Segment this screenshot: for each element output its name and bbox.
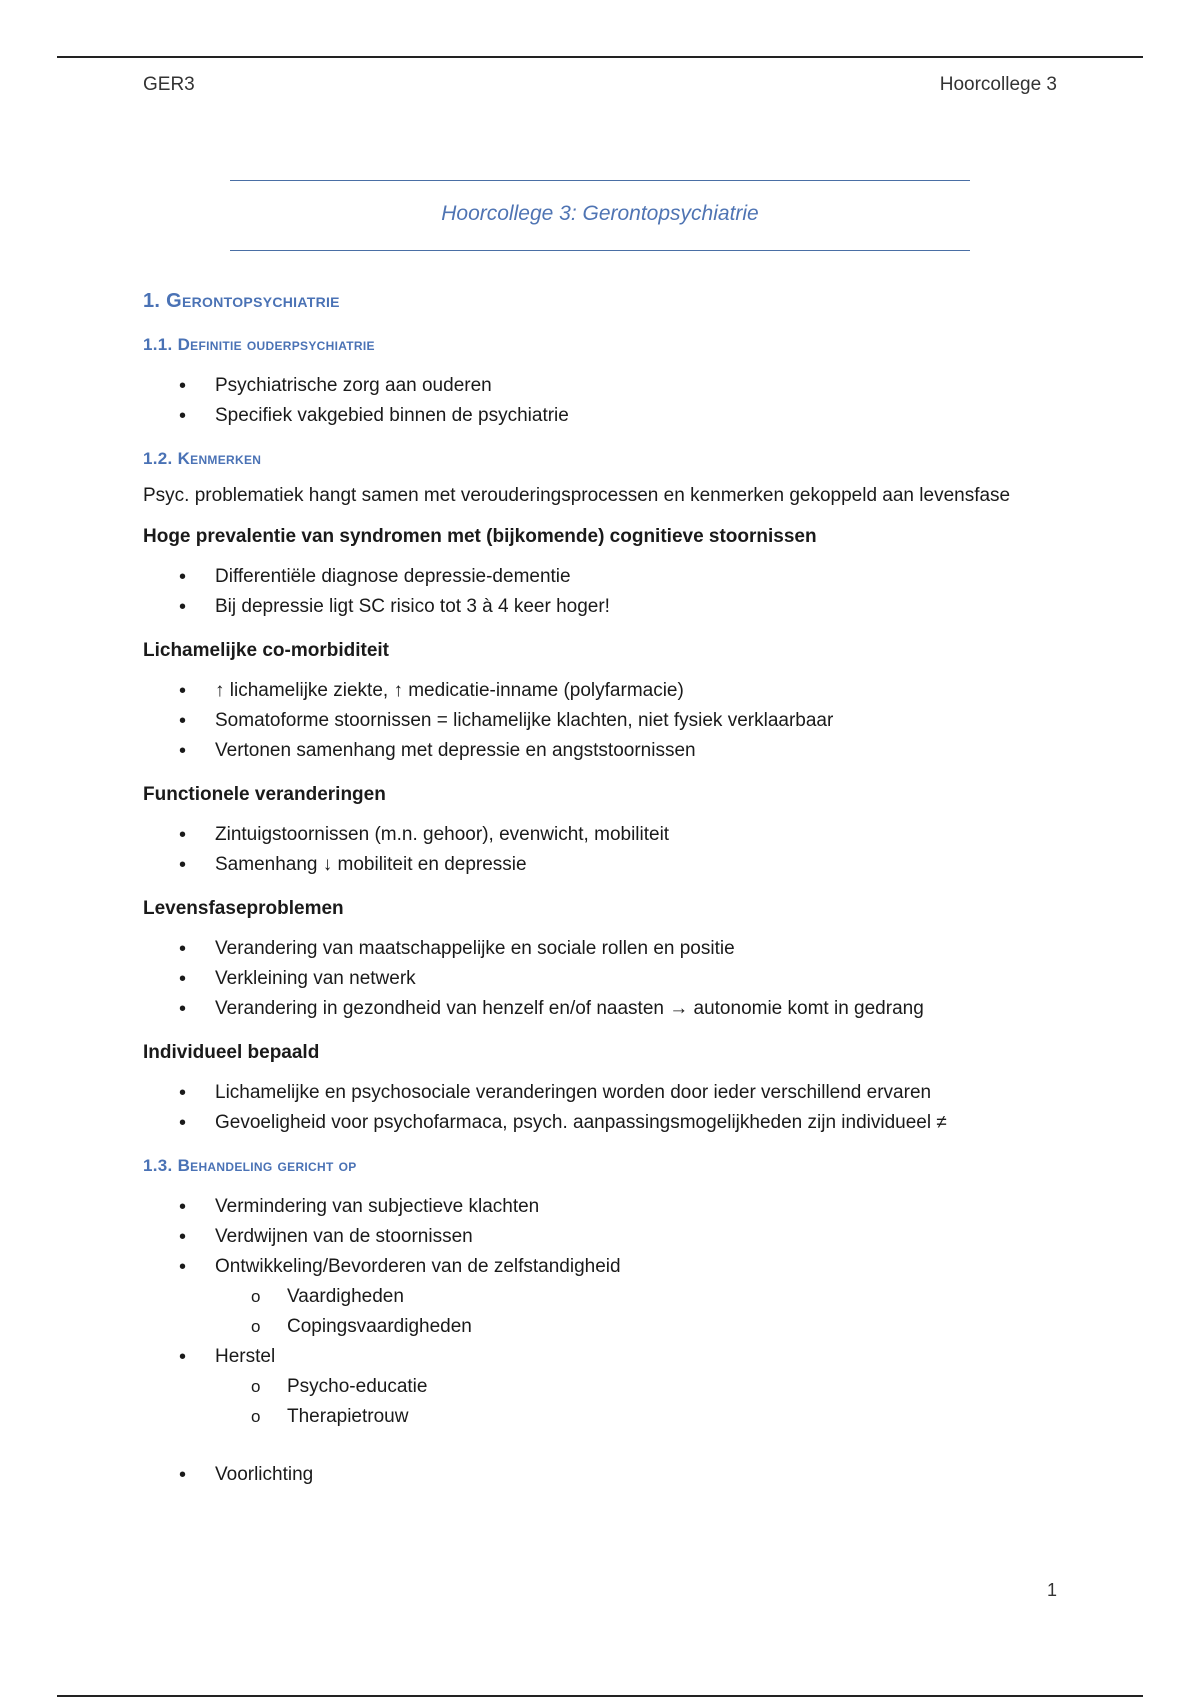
header-lecture-title: Hoorcollege 3 — [939, 74, 1057, 95]
list-item: • Somatoforme stoornissen = lichamelijke klachten, niet fysiek verklaarbaar — [143, 706, 1063, 736]
page-bottom-rule — [57, 1695, 1143, 1697]
group-title-prevalentie: Hoge prevalentie van syndromen met (bijkomende) cognitieve stoornissen — [143, 526, 817, 547]
title-top-line — [230, 180, 970, 181]
heading-1-1: 1.1. Definitie ouderpsychiatrie — [143, 335, 375, 354]
list-item-zelfstandigheid — [143, 1252, 1063, 1342]
list-item: • Differentiële diagnose depressie-dementie — [143, 562, 1063, 592]
heading-1-2: 1.2. Kenmerken — [143, 449, 262, 468]
heading-1-3: 1.3. Behandeling gericht op — [143, 1156, 357, 1175]
bullet-list-definitie — [143, 371, 1063, 431]
bullet-list-levensfase — [143, 934, 1063, 1024]
list-item-label: Herstel — [215, 1346, 276, 1367]
sub-list-zelfstandigheid — [215, 1282, 1063, 1342]
sub-list-herstel — [215, 1372, 1063, 1432]
page-top-rule — [57, 56, 1143, 58]
header-course-code: GER3 — [143, 74, 195, 95]
sub-list-item: o Psycho-educatie — [215, 1372, 1063, 1402]
list-item-label: Ontwikkeling/Bevorderen van de zelfstandigheid — [215, 1256, 621, 1277]
list-item: • Verkleining van netwerk — [143, 964, 1063, 994]
sub-list-item: o Therapietrouw — [215, 1402, 1063, 1432]
page-number: 1 — [1046, 1580, 1057, 1600]
bullet-list-functioneel — [143, 820, 1063, 880]
list-item: • Verandering in gezondheid van henzelf en/of naasten → autonomie komt in gedrang — [143, 994, 1063, 1024]
group-title-comorbiditeit: Lichamelijke co-morbiditeit — [143, 640, 389, 661]
bullet-list-voorlichting — [143, 1460, 1063, 1490]
sub-list-item: o Copingsvaardigheden — [215, 1312, 1063, 1342]
group-title-individueel: Individueel bepaald — [143, 1042, 320, 1063]
list-item: • Samenhang ↓ mobiliteit en depressie — [143, 850, 1063, 880]
group-title-levensfase: Levensfaseproblemen — [143, 898, 344, 919]
list-item: • Verdwijnen van de stoornissen — [143, 1222, 1063, 1252]
list-item: • Lichamelijke en psychosociale veranderingen worden door ieder verschillend ervaren — [143, 1078, 1063, 1108]
list-item: • Vermindering van subjectieve klachten — [143, 1192, 1063, 1222]
bullet-list-individueel — [143, 1078, 1063, 1138]
spacer — [143, 1450, 1063, 1460]
list-item: • Specifiek vakgebied binnen de psychiatrie — [143, 401, 1063, 431]
list-item-herstel — [143, 1342, 1063, 1432]
sub-list-item: o Vaardigheden — [215, 1282, 1063, 1312]
list-item: • Verandering van maatschappelijke en sociale rollen en positie — [143, 934, 1063, 964]
list-item: • Bij depressie ligt SC risico tot 3 à 4 keer hoger! — [143, 592, 1063, 622]
title-bottom-line — [230, 250, 970, 251]
group-title-functioneel: Functionele veranderingen — [143, 784, 386, 805]
list-item: • Psychiatrische zorg aan ouderen — [143, 371, 1063, 401]
list-item: • Gevoeligheid voor psychofarmaca, psych. aanpassingsmogelijkheden zijn individueel ≠ — [143, 1108, 1063, 1138]
document-title: Hoorcollege 3: Gerontopsychiatrie — [441, 202, 759, 225]
bullet-list-comorbiditeit — [143, 676, 1063, 766]
kenmerken-intro: Psyc. problematiek hangt samen met verouderingsprocessen en kenmerken gekoppeld aan levensfase — [143, 485, 1011, 506]
document-body — [143, 290, 1063, 1508]
heading-section-1: 1. Gerontopsychiatrie — [143, 290, 340, 312]
list-item: • ↑ lichamelijke ziekte, ↑ medicatie-inname (polyfarmacie) — [143, 676, 1063, 706]
bullet-list-behandeling — [143, 1192, 1063, 1432]
list-item: • Voorlichting — [143, 1460, 1063, 1490]
bullet-list-prevalentie — [143, 562, 1063, 622]
list-item: • Vertonen samenhang met depressie en angststoornissen — [143, 736, 1063, 766]
list-item: • Zintuigstoornissen (m.n. gehoor), evenwicht, mobiliteit — [143, 820, 1063, 850]
